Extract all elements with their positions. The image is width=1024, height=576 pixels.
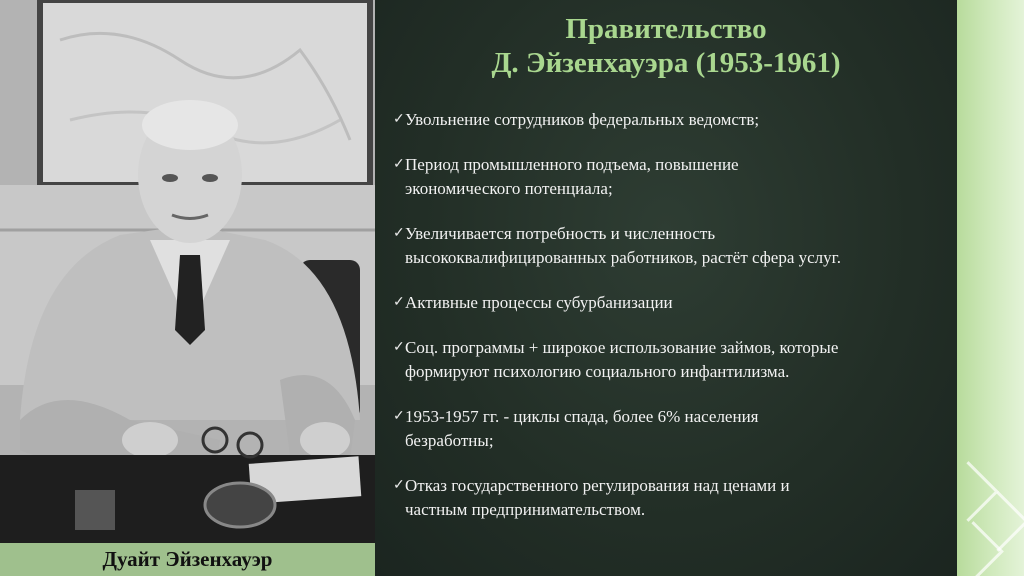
bullet-text: Период промышленного подъема, повышение экономического потенциала; [405, 155, 739, 198]
check-icon: ✓ [393, 295, 405, 310]
list-item [393, 153, 953, 201]
list-item [393, 222, 953, 270]
check-icon: ✓ [393, 478, 405, 493]
check-icon: ✓ [393, 112, 405, 127]
check-icon: ✓ [393, 226, 405, 241]
list-item [393, 336, 953, 384]
title-line-2: Д. Эйзенхауэра (1953-1961) [491, 47, 841, 79]
portrait-photo [0, 0, 375, 543]
bullet-text: Активные процессы субурбанизации [405, 293, 673, 312]
check-icon: ✓ [393, 409, 405, 424]
check-icon: ✓ [393, 340, 405, 355]
bullet-list [393, 108, 953, 543]
bullet-text: Соц. программы + широкое использование займов, которые формируют психологию социального инфантилизма. [405, 338, 839, 381]
slide-title [375, 12, 957, 80]
content-board [375, 0, 957, 576]
bullet-text: 1953-1957 гг. - циклы спада, более 6% населения безработны; [405, 407, 759, 450]
check-icon: ✓ [393, 157, 405, 172]
bullet-text: Увольнение сотрудников федеральных ведомств; [405, 110, 760, 129]
photo-caption: Дуайт Эйзенхауэр [0, 543, 375, 576]
decorative-strip [957, 0, 1024, 576]
list-item [393, 291, 953, 315]
list-item [393, 108, 953, 132]
title-line-1: Правительство [565, 13, 767, 45]
bullet-text: Увеличивается потребность и численность высококвалифицированных работников, растёт сфера услуг. [405, 224, 841, 267]
list-item [393, 405, 953, 453]
bullet-text: Отказ государственного регулирования над ценами и частным предпринимательством. [405, 476, 790, 519]
photo-panel [0, 0, 375, 576]
portrait-illustration [0, 0, 375, 543]
list-item [393, 474, 953, 522]
